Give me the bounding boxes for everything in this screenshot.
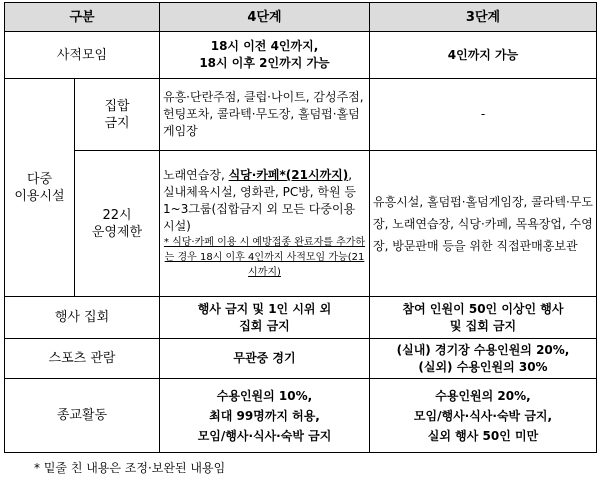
curfew-stage4-post: , 실내체육시설, 영화관, PC방, 학원 등 1~3그룹(집합금지 외 모든 다중이용시설) bbox=[163, 168, 357, 233]
banned-label-line2: 금지 bbox=[104, 115, 130, 131]
events-stage4-line1: 행사 금지 및 1인 시위 외 bbox=[197, 301, 332, 316]
curfew-stage4-note: * 식당·카페 이용 시 예방접종 완료자를 추가하는 경우 18시 이후 4인까지 사적모임 가능(21시까지) bbox=[163, 237, 366, 278]
row-curfew-facilities bbox=[5, 151, 597, 297]
multi-use-group-label bbox=[5, 79, 75, 297]
sports-stage4: 무관중 경기 bbox=[160, 339, 370, 379]
religion-stage4 bbox=[160, 379, 370, 453]
private-gathering-stage4-line2: 18시 이후 2인까지 가능 bbox=[199, 56, 330, 70]
private-gathering-stage4 bbox=[160, 32, 370, 79]
banned-label bbox=[75, 79, 160, 151]
row-events bbox=[5, 297, 597, 339]
events-stage4-line2: 집회 금지 bbox=[239, 318, 290, 333]
footnote: * 밑줄 친 내용은 조정·보완된 내용임 bbox=[34, 461, 226, 475]
religion-stage3-line1: 수용인원의 20%, bbox=[435, 388, 531, 403]
row-banned-facilities bbox=[5, 79, 597, 151]
header-category: 구분 bbox=[5, 3, 160, 32]
row-religion bbox=[5, 379, 597, 453]
sports-stage3-line2: (실외) 수용인원의 30% bbox=[418, 359, 548, 374]
religion-stage4-line2: 최대 99명까지 허용, bbox=[209, 408, 320, 423]
curfew-label-line2: 운영제한 bbox=[91, 224, 143, 240]
multi-use-label-line1: 다중 bbox=[26, 171, 53, 187]
religion-stage3-line3: 실외 행사 50인 미만 bbox=[427, 428, 539, 443]
banned-stage3: - bbox=[370, 79, 597, 151]
curfew-stage3: 유흥시설, 홀덤펍·홀덤게임장, 콜라텍·무도장, 노래연습장, 식당·카페, 목욕장업, 수영장, 방문판매 등을 위한 직접판매홍보관 bbox=[370, 151, 597, 297]
sports-stage3-line1: (실내) 경기장 수용인원의 20%, bbox=[396, 342, 570, 357]
religion-label: 종교활동 bbox=[5, 379, 160, 453]
multi-use-label-line2: 이용시설 bbox=[14, 188, 65, 204]
row-sports bbox=[5, 339, 597, 379]
banned-stage4: 유흥·단란주점, 클럽·나이트, 감성주점, 헌팅포차, 콜라텍·무도장, 홀덤펍·홀덤게임장 bbox=[160, 79, 370, 151]
curfew-stage4 bbox=[160, 151, 370, 297]
curfew-stage4-underlined: 식당·카페*(21시까지) bbox=[228, 168, 349, 182]
private-gathering-label: 사적모임 bbox=[5, 32, 160, 79]
curfew-label-line1: 22시 bbox=[102, 207, 132, 223]
distancing-comparison-table bbox=[4, 2, 597, 453]
table-header-row bbox=[5, 3, 597, 32]
sports-label: 스포츠 관람 bbox=[5, 339, 160, 379]
private-gathering-stage4-line1: 18시 이전 4인까지, bbox=[210, 39, 319, 53]
events-stage3-line1: 참여 인원이 50인 이상인 행사 bbox=[402, 301, 564, 316]
header-stage4: 4단계 bbox=[160, 3, 370, 32]
row-private-gathering bbox=[5, 32, 597, 79]
private-gathering-stage3: 4인까지 가능 bbox=[370, 32, 597, 79]
sports-stage3 bbox=[370, 339, 597, 379]
events-stage4 bbox=[160, 297, 370, 339]
header-stage3: 3단계 bbox=[370, 3, 597, 32]
events-stage3-line2: 및 집회 금지 bbox=[449, 318, 517, 333]
curfew-stage4-pre: 노래연습장, bbox=[163, 168, 229, 182]
curfew-label bbox=[75, 151, 160, 297]
religion-stage3 bbox=[370, 379, 597, 453]
religion-stage3-line2: 모임/행사·식사·숙박 금지, bbox=[413, 408, 553, 423]
religion-stage4-line1: 수용인원의 10%, bbox=[216, 388, 313, 403]
religion-stage4-line3: 모임/행사·식사·숙박 금지 bbox=[197, 428, 332, 443]
events-label: 행사 집회 bbox=[5, 297, 160, 339]
events-stage3 bbox=[370, 297, 597, 339]
banned-label-line1: 집합 bbox=[104, 98, 130, 114]
